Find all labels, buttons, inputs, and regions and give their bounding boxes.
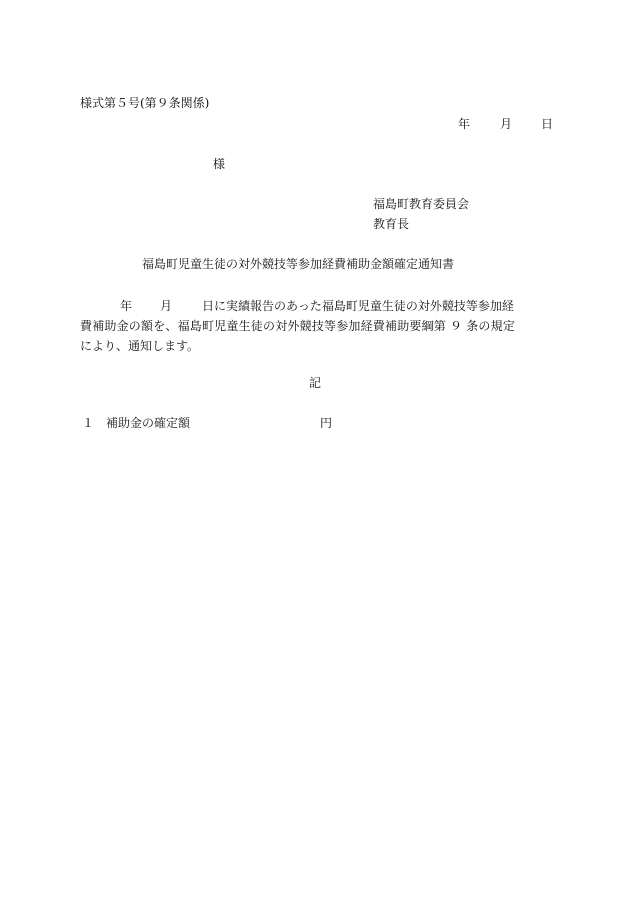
body-paragraph bbox=[80, 296, 552, 356]
item-unit: 円 bbox=[320, 416, 333, 430]
body-year-label: 年 bbox=[120, 299, 133, 313]
ki-heading: 記 bbox=[309, 376, 322, 390]
body-line-2: 費補助金の額を、福島町児童生徒の対外競技等参加経費補助要綱第 ９ 条の規定 bbox=[80, 319, 516, 333]
item-number: １ bbox=[82, 416, 95, 430]
date-month-label: 月 bbox=[500, 117, 513, 131]
body-line-3: により、通知します。 bbox=[80, 339, 200, 353]
addressee-suffix: 様 bbox=[213, 157, 226, 171]
body-month-label: 月 bbox=[160, 299, 173, 313]
form-number: 様式第５号(第９条関係) bbox=[80, 96, 210, 110]
sender-organization: 福島町教育委員会 bbox=[373, 197, 470, 211]
body-line-1-text: 日に実績報告のあった福島町児童生徒の対外競技等参加経 bbox=[202, 299, 514, 313]
date-year-label: 年 bbox=[458, 117, 471, 131]
document-title: 福島町児童生徒の対外競技等参加経費補助金額確定通知書 bbox=[142, 257, 455, 271]
sender-title: 教育長 bbox=[373, 217, 410, 231]
body-line-1 bbox=[80, 296, 552, 316]
date-day-label: 日 bbox=[541, 117, 554, 131]
item-label: 補助金の確定額 bbox=[106, 416, 191, 430]
